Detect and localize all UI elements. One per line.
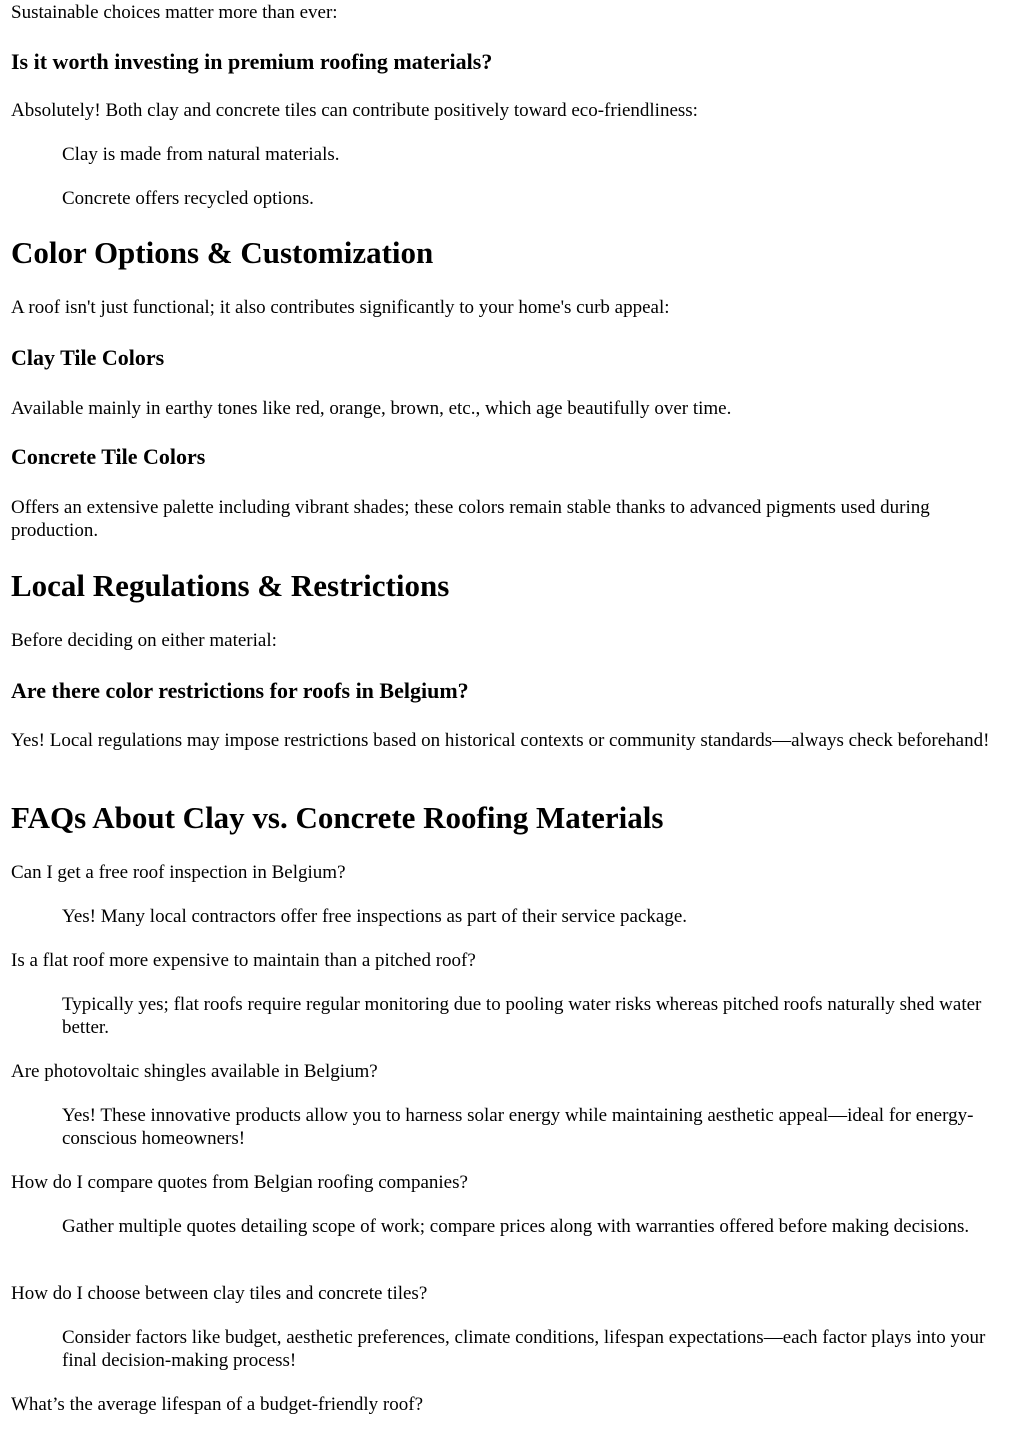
- faqs-heading: FAQs About Clay vs. Concrete Roofing Materials: [11, 800, 664, 835]
- faq-question: Is a flat roof more expensive to maintain than a pitched roof?: [11, 950, 476, 971]
- faq-question: Can I get a free roof inspection in Belgium?: [11, 862, 346, 883]
- premium-item-concrete: Concrete offers recycled options.: [62, 188, 314, 209]
- concrete-colors-paragraph: Offers an extensive palette including vibrant shades; these colors remain stable thanks to advanced pigments used during production.: [11, 497, 930, 541]
- color-options-heading: Color Options & Customization: [11, 235, 434, 270]
- concrete-colors-heading: Concrete Tile Colors: [11, 444, 206, 469]
- faq-question: Are photovoltaic shingles available in Belgium?: [11, 1061, 378, 1082]
- premium-paragraph: Absolutely! Both clay and concrete tiles can contribute positively toward eco-friendliness:: [11, 100, 698, 121]
- faq-answer: Yes! Many local contractors offer free inspections as part of their service package.: [62, 906, 688, 927]
- premium-item-clay: Clay is made from natural materials.: [62, 144, 340, 165]
- faq-answer: Consider factors like budget, aesthetic preferences, climate conditions, lifespan expectations—each factor plays into your final decision-making process!: [62, 1327, 986, 1371]
- faq-answer: Yes! These innovative products allow you to harness solar energy while maintaining aesthetic appeal—ideal for energy-conscious homeowners!: [62, 1105, 974, 1149]
- regulations-heading: Local Regulations & Restrictions: [11, 568, 450, 603]
- faq-answer: Typically yes; flat roofs require regular monitoring due to pooling water risks whereas pitched roofs naturally shed water better.: [62, 994, 982, 1038]
- color-options-paragraph: A roof isn't just functional; it also contributes significantly to your home's curb appeal:: [11, 297, 670, 318]
- premium-heading: Is it worth investing in premium roofing materials?: [11, 49, 493, 74]
- regulations-paragraph: Before deciding on either material:: [11, 630, 277, 651]
- color-restrictions-heading: Are there color restrictions for roofs in Belgium?: [11, 678, 469, 703]
- faq-question: How do I choose between clay tiles and concrete tiles?: [11, 1283, 428, 1304]
- clay-colors-paragraph: Available mainly in earthy tones like red, orange, brown, etc., which age beautifully over time.: [11, 398, 732, 419]
- clay-colors-heading: Clay Tile Colors: [11, 345, 165, 370]
- faq-answer: Gather multiple quotes detailing scope of work; compare prices along with warranties offered before making decisions.: [62, 1216, 970, 1237]
- faq-question: How do I compare quotes from Belgian roofing companies?: [11, 1172, 468, 1193]
- faq-question: What’s the average lifespan of a budget-friendly roof?: [11, 1394, 424, 1415]
- color-restrictions-paragraph: Yes! Local regulations may impose restrictions based on historical contexts or community standards—always check beforehand!: [11, 730, 990, 751]
- intro-paragraph: Sustainable choices matter more than ever:: [11, 2, 338, 23]
